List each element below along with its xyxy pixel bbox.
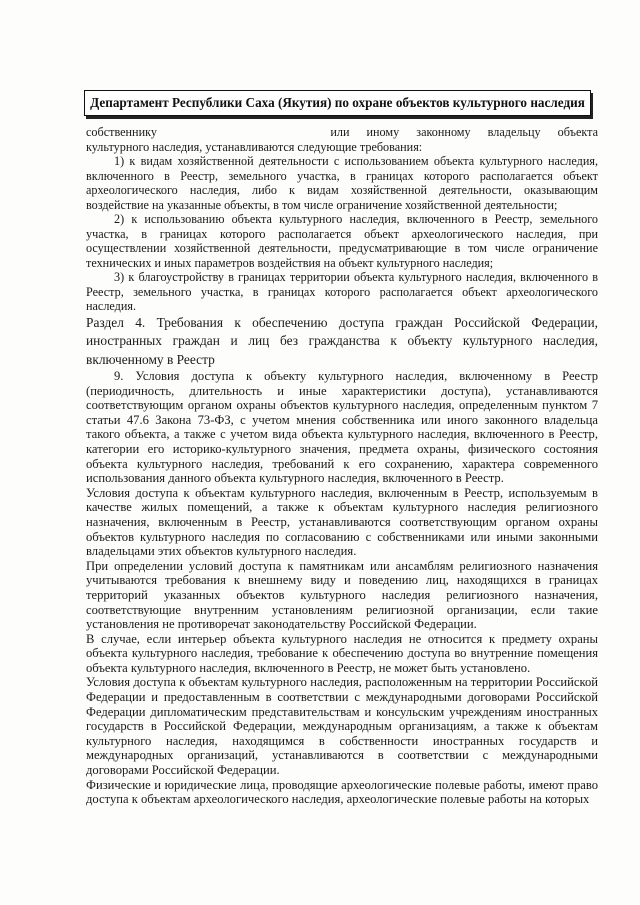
paragraph-residential-access: Условия доступа к объектам культурного наследия, включенным в Реестр, используемым в качестве жилых помещений, а также к объектам культурного наследия религиозного назначения, включенным в Реестр, устанавливаются соответствующим органом охраны объектов культурного наследия по согласованию с собственниками или иными законными владельцами этих объектов культурного наследия.: [86, 485, 598, 559]
requirement-item-3: 3) к благоустройству в границах территории объекта культурного наследия, включенного в Реестр, земельного участка, в границах которого располагается объект археологического наследия.: [86, 270, 598, 313]
paragraph-religious-access: При определении условий доступа к памятникам или ансамблям религиозного назначения учитываются требования к внешнему виду и поведению лиц, находящихся в границах территорий указанных объектов культурного наследия религиозного назначения, соответствующие внутренним установлениям религиозной организации, если такие установления не противоречат законодательству Российской Федерации.: [86, 558, 598, 632]
paragraph-archaeological: Физические и юридические лица, проводящие археологические полевые работы, имеют право доступа к объектам археологического наследия, археологические полевые работы на которых: [86, 777, 598, 807]
department-header: Департамент Республики Саха (Якутия) по охране объектов культурного наследия: [84, 90, 591, 116]
document-body: [86, 125, 598, 807]
owner-continuation: культурного наследия, устанавливаются следующие требования:: [86, 139, 423, 154]
owner-left-text: собственнику: [86, 125, 157, 139]
section-title: Раздел 4. Требования к обеспечению доступа граждан Российской Федерации, иностранных граждан и лиц без гражданства к объекту культурного наследия, включенному в Реестр: [86, 314, 598, 367]
owner-right-text: или иному законному владельцу объекта: [330, 125, 598, 139]
owner-line: [86, 125, 598, 140]
paragraph-9: 9. Условия доступа к объекту культурного наследия, включенному в Реестр (периодичность, длительность и иные характеристики доступа), устанавливаются соответствующим органом охраны объектов культурного наследия, определенным пунктом 7 статьи 47.6 Закона 73-ФЗ, с учетом мнения собственника или иного законного владельца такого объекта, а также с учетом вида объекта культурного наследия, включенного в Реестр, категории его историко-культурного значения, предмета охраны, физического состояния объекта культурного наследия, требований к его сохранению, характера современного использования данного объекта культурного наследия, включенного в Реестр.: [86, 369, 598, 486]
requirement-item-2: 2) к использованию объекта культурного наследия, включенного в Реестр, земельного участка, в границах которого располагается объект археологического наследия, при осуществлении хозяйственной деятельности, предусматривающие в том числе ограничение технических и иных параметров воздействия на объект культурного наследия;: [86, 212, 598, 270]
requirement-item-1: 1) к видам хозяйственной деятельности с использованием объекта культурного наследия, включенного в Реестр, земельного участка, в границах которого располагается объект археологического наследия, либо к видам хозяйственной деятельности, оказывающим воздействие на указанные объекты, в том числе ограничение хозяйственной деятельности;: [86, 154, 598, 212]
paragraph-interior: В случае, если интерьер объекта культурного наследия не относится к предмету охраны объекта культурного наследия, требование к обеспечению доступа во внутренние помещения объекта культурного наследия, включенного в Реестр, не может быть установлено.: [86, 631, 598, 675]
paragraph-international: Условия доступа к объектам культурного наследия, расположенным на территории Российской Федерации и предоставленным в соответствии с международными договорами Российской Федерации дипломатическим представительствам и консульским учреждениям иностранных государств в Российской Федерации, международным организациям, а также к объектам культурного наследия, находящимся в собственности иностранных государств и международных организаций, устанавливаются в соответствии с международными договорами Российской Федерации.: [86, 675, 598, 778]
